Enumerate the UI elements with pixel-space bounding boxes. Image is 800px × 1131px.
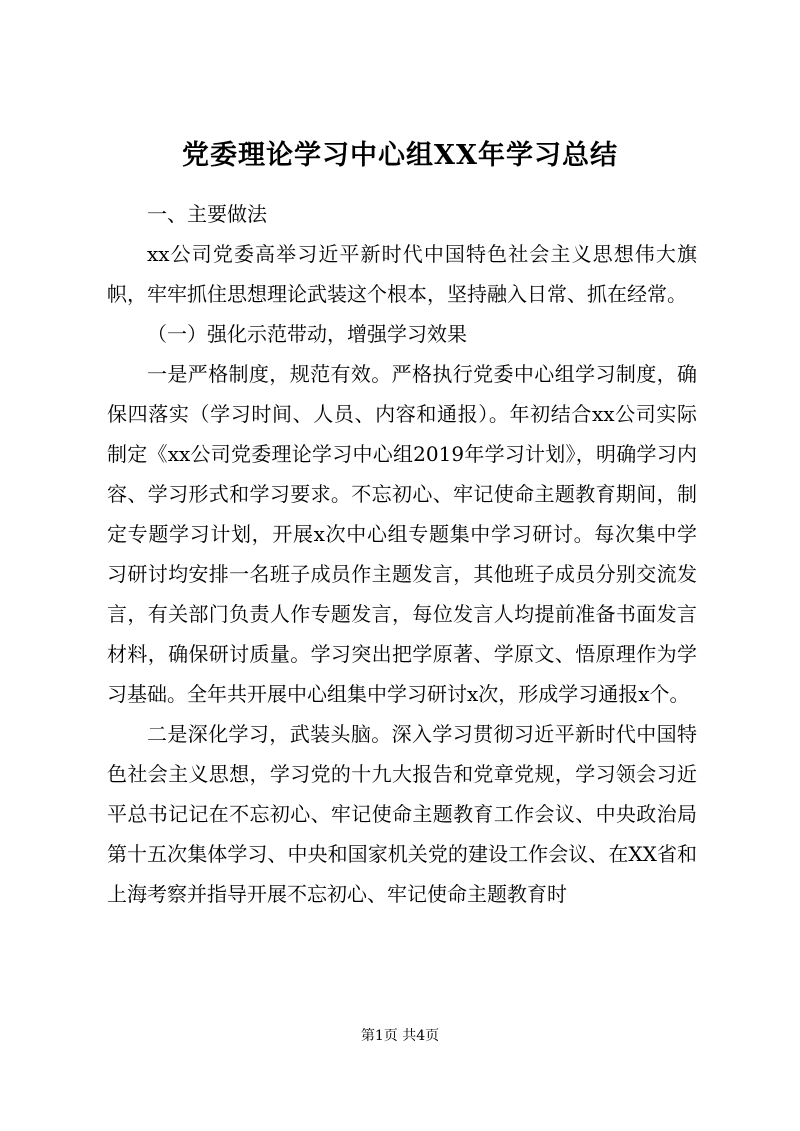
body-paragraph-1: 一是严格制度，规范有效。严格执行党委中心组学习制度，确保四落实（学习时间、人员、内容和通报）。年初结合xx公司实际制定《xx公司党委理论学习中心组2019年学习计划》，明确学习内容、学习形式和学习要求。不忘初心、牢记使命主题教育期间，制定专题学习计划，开展x次中心组专题集中学习研讨。每次集中学习研讨均安排一名班子成员作主题发言，其他班子成员分别交流发言，有关部门负责人作专题发言，每位发言人均提前准备书面发言材料，确保研讨质量。学习突出把学原著、学原文、悟原理作为学习基础。全年共开展中心组集中学习研讨x次，形成学习通报x个。 bbox=[107, 362, 697, 706]
section-heading: 一、主要做法 bbox=[147, 202, 267, 226]
subsection-heading: （一）强化示范带动，增强学习效果 bbox=[147, 322, 467, 346]
page-footer: 第1页 共4页 bbox=[360, 1028, 440, 1044]
body-paragraph-2: 二是深化学习，武装头脑。深入学习贯彻习近平新时代中国特色社会主义思想，学习党的十九大报告和党章党规，学习领会习近平总书记记在不忘初心、牢记使命主题教育工作会议、中央政治局第十五次集体学习、中央和国家机关党的建设工作会议、在XX省和上海考察并指导开展不忘初心、牢记使命主题教育时 bbox=[107, 722, 697, 906]
intro-paragraph: xx公司党委高举习近平新时代中国特色社会主义思想伟大旗帜，牢牢抓住思想理论武装这个根本，坚持融入日常、抓在经常。 bbox=[107, 242, 697, 306]
document-body bbox=[107, 194, 697, 914]
document-title: 党委理论学习中心组XX年学习总结 bbox=[182, 140, 618, 171]
